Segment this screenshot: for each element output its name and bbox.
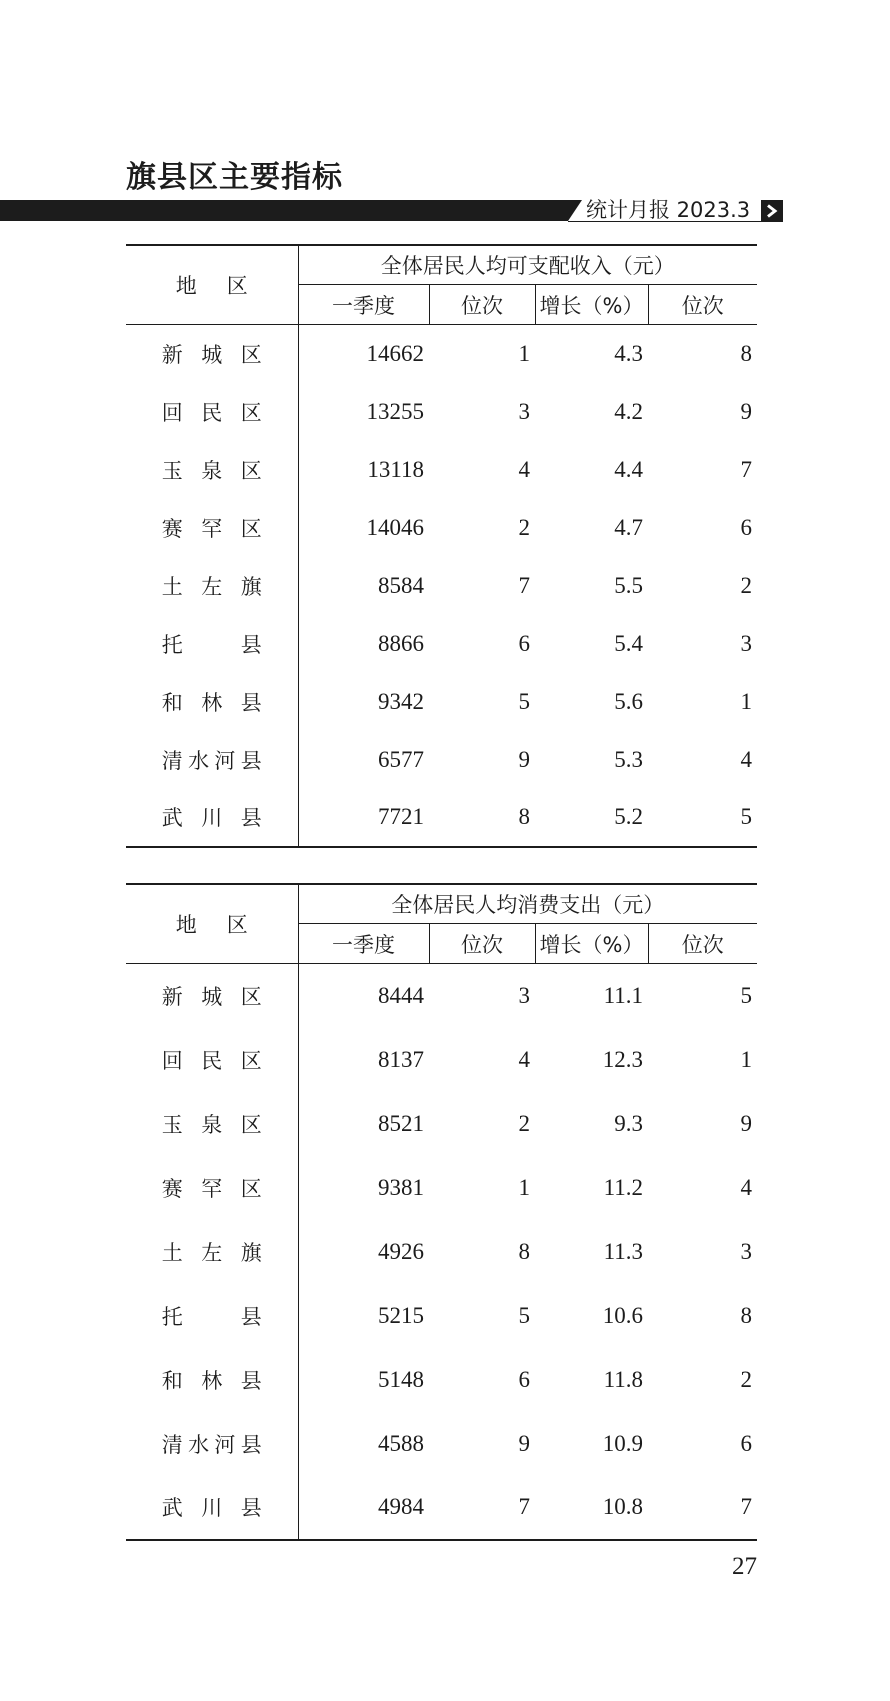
- rank-cell: 9: [518, 746, 530, 772]
- region-name: 武 川 县: [161, 806, 262, 830]
- publication-label: 统计月报 2023.3: [586, 198, 751, 222]
- column-header-growth-rank: 位次: [648, 924, 757, 964]
- table-row: [126, 325, 757, 383]
- rank-cell: 4: [518, 456, 530, 482]
- growth-rank-cell: 2: [740, 572, 752, 598]
- rank-cell: 8: [518, 804, 530, 829]
- table-title: 全体居民人均消费支出（元）: [298, 884, 757, 924]
- column-header-growth: 增长（%）: [535, 924, 648, 964]
- growth-cell: 11.8: [603, 1366, 643, 1392]
- table-row: [126, 1028, 757, 1092]
- region-name: 玉 泉 区: [161, 458, 262, 483]
- rank-cell: 2: [518, 514, 530, 540]
- growth-cell: 4.3: [614, 340, 643, 366]
- region-name: 托 县: [161, 1304, 262, 1329]
- chevron-right-icon: [761, 200, 783, 221]
- income-table: [126, 244, 757, 848]
- growth-rank-cell: 2: [740, 1366, 752, 1392]
- growth-rank-cell: 3: [740, 1238, 752, 1264]
- growth-cell: 5.2: [614, 804, 643, 829]
- growth-rank-cell: 4: [740, 1174, 752, 1200]
- growth-rank-cell: 6: [740, 1430, 752, 1456]
- header-bar: [0, 200, 582, 221]
- region-name: 玉 泉 区: [161, 1112, 262, 1137]
- q1-value-cell: 13118: [367, 456, 424, 482]
- table-row: [126, 673, 757, 731]
- q1-value-cell: 4588: [378, 1430, 424, 1456]
- region-cell: [126, 441, 298, 499]
- rank-cell: 2: [518, 1110, 530, 1136]
- q1-value-cell: 9381: [378, 1174, 424, 1200]
- region-name: 清 水 河 县: [161, 748, 262, 773]
- growth-rank-cell: 8: [740, 340, 752, 366]
- growth-cell: 12.3: [602, 1046, 643, 1072]
- growth-cell: 10.8: [602, 1494, 643, 1519]
- page-number: 27: [732, 1553, 757, 1580]
- region-name: 土 左 旗: [161, 574, 262, 599]
- growth-cell: 5.5: [614, 572, 643, 598]
- q1-value-cell: 6577: [378, 746, 424, 772]
- region-header-label: 地 区: [175, 274, 248, 298]
- column-header-rank: 位次: [429, 285, 535, 325]
- q1-value-cell: 8584: [378, 572, 424, 598]
- rank-cell: 1: [518, 1174, 530, 1200]
- q1-value-cell: 4984: [378, 1494, 424, 1519]
- region-name: 土 左 旗: [161, 1240, 262, 1265]
- rank-cell: 6: [518, 1366, 530, 1392]
- table-row: [126, 499, 757, 557]
- rank-cell: 7: [518, 572, 530, 598]
- table-row: [126, 383, 757, 441]
- region-cell: [126, 1284, 298, 1348]
- growth-cell: 11.3: [603, 1238, 643, 1264]
- region-name: 新 城 区: [161, 984, 262, 1009]
- growth-rank-cell: 1: [740, 1046, 752, 1072]
- rank-cell: 3: [518, 398, 530, 424]
- growth-cell: 5.6: [614, 688, 643, 714]
- region-name: 和 林 县: [161, 1368, 262, 1393]
- growth-rank-cell: 1: [740, 688, 752, 714]
- region-name: 武 川 县: [161, 1496, 262, 1520]
- q1-value-cell: 8444: [378, 982, 424, 1008]
- growth-rank-cell: 5: [740, 804, 752, 829]
- growth-cell: 10.6: [602, 1302, 643, 1328]
- q1-value-cell: 14046: [366, 514, 424, 540]
- growth-cell: 11.2: [603, 1174, 643, 1200]
- table-row: [126, 615, 757, 673]
- growth-cell: 4.7: [614, 514, 643, 540]
- region-header-label: 地 区: [175, 913, 248, 937]
- table-row: [126, 441, 757, 499]
- region-name: 托 县: [161, 632, 262, 657]
- region-cell: [126, 1476, 298, 1540]
- q1-value-cell: 5148: [378, 1366, 424, 1392]
- growth-rank-cell: 3: [740, 630, 752, 656]
- region-cell: [126, 1220, 298, 1284]
- region-cell: [126, 1348, 298, 1412]
- region-cell: [126, 731, 298, 789]
- region-name: 新 城 区: [161, 342, 262, 367]
- rank-cell: 7: [518, 1494, 530, 1519]
- region-cell: [126, 964, 298, 1028]
- q1-value-cell: 14662: [366, 340, 424, 366]
- table-title: 全体居民人均可支配收入（元）: [298, 245, 757, 285]
- page-title: 旗县区主要指标: [126, 160, 343, 195]
- consumption-table: [126, 883, 757, 1541]
- table-row: [126, 1092, 757, 1156]
- region-cell: [126, 383, 298, 441]
- table-row: [126, 1284, 757, 1348]
- table-row: [126, 964, 757, 1028]
- region-cell: [126, 499, 298, 557]
- growth-rank-cell: 9: [740, 1110, 752, 1136]
- region-cell: [126, 1028, 298, 1092]
- region-cell: [126, 1156, 298, 1220]
- table-row: [126, 1156, 757, 1220]
- rank-cell: 5: [518, 688, 530, 714]
- growth-rank-cell: 7: [740, 1494, 752, 1519]
- table-row: [126, 731, 757, 789]
- column-header-q1: 一季度: [298, 285, 429, 325]
- region-cell: [126, 673, 298, 731]
- q1-value-cell: 13255: [366, 398, 424, 424]
- rank-cell: 5: [518, 1302, 530, 1328]
- region-name: 和 林 县: [161, 690, 262, 715]
- q1-value-cell: 9342: [378, 688, 424, 714]
- region-header: [126, 245, 298, 325]
- growth-rank-cell: 8: [740, 1302, 752, 1328]
- growth-cell: 5.4: [614, 630, 643, 656]
- growth-rank-cell: 5: [740, 982, 752, 1008]
- region-header: [126, 884, 298, 964]
- region-cell: [126, 615, 298, 673]
- region-name: 赛 罕 区: [161, 1176, 262, 1201]
- q1-value-cell: 7721: [378, 804, 424, 829]
- region-name: 清 水 河 县: [161, 1432, 262, 1457]
- rank-cell: 8: [518, 1238, 530, 1264]
- table-row: [126, 1412, 757, 1476]
- region-cell: [126, 557, 298, 615]
- growth-rank-cell: 7: [740, 456, 752, 482]
- table-row: [126, 1476, 757, 1540]
- region-name: 回 民 区: [161, 400, 262, 425]
- region-cell: [126, 1412, 298, 1476]
- region-cell: [126, 789, 298, 847]
- table-row: [126, 789, 757, 847]
- q1-value-cell: 4926: [378, 1238, 424, 1264]
- region-cell: [126, 325, 298, 383]
- column-header-q1: 一季度: [298, 924, 429, 964]
- q1-value-cell: 5215: [378, 1302, 424, 1328]
- growth-cell: 4.2: [614, 398, 643, 424]
- column-header-growth-rank: 位次: [648, 285, 757, 325]
- growth-cell: 11.1: [603, 982, 643, 1008]
- table-row: [126, 1348, 757, 1412]
- q1-value-cell: 8521: [378, 1110, 424, 1136]
- growth-rank-cell: 4: [740, 746, 752, 772]
- rank-cell: 6: [518, 630, 530, 656]
- region-name: 赛 罕 区: [161, 516, 262, 541]
- growth-cell: 10.9: [602, 1430, 643, 1456]
- growth-rank-cell: 9: [740, 398, 752, 424]
- growth-cell: 9.3: [614, 1110, 643, 1136]
- column-header-rank: 位次: [429, 924, 535, 964]
- rank-cell: 1: [518, 340, 530, 366]
- table-row: [126, 1220, 757, 1284]
- q1-value-cell: 8866: [378, 630, 424, 656]
- growth-cell: 4.4: [614, 456, 643, 482]
- table-row: [126, 557, 757, 615]
- rank-cell: 9: [518, 1430, 530, 1456]
- region-name: 回 民 区: [161, 1048, 262, 1073]
- rank-cell: 4: [518, 1046, 530, 1072]
- q1-value-cell: 8137: [378, 1046, 424, 1072]
- region-cell: [126, 1092, 298, 1156]
- growth-rank-cell: 6: [740, 514, 752, 540]
- rank-cell: 3: [518, 982, 530, 1008]
- column-header-growth: 增长（%）: [535, 285, 648, 325]
- growth-cell: 5.3: [614, 746, 643, 772]
